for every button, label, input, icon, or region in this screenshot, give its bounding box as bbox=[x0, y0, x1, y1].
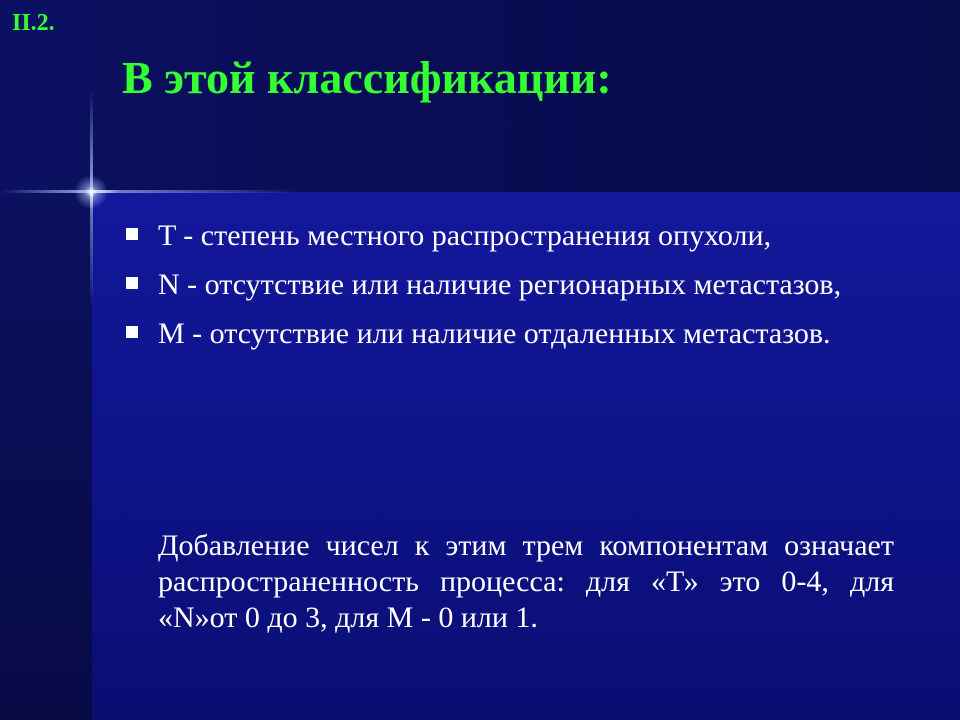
square-bullet-icon bbox=[126, 326, 138, 338]
summary-paragraph: Добавление чисел к этим трем компонентам означает распространенность процесса: для «Т» это 0-4, для «N»от 0 до 3, для M - 0 или 1. bbox=[158, 529, 894, 634]
background-left-strip bbox=[0, 192, 92, 720]
light-flare-icon bbox=[74, 175, 108, 209]
bullet-item-t bbox=[122, 218, 842, 254]
slide-number: II.2. bbox=[12, 10, 55, 36]
bullet-list bbox=[122, 218, 842, 365]
light-flare-horizontal bbox=[0, 190, 300, 193]
bullet-item-m bbox=[122, 316, 842, 352]
bullet-item-n bbox=[122, 267, 842, 303]
bullet-text: T - степень местного распространения опухоли, bbox=[158, 219, 772, 252]
square-bullet-icon bbox=[126, 277, 138, 289]
slide-title: В этой классификации: bbox=[122, 52, 612, 103]
bullet-text: N - отсутствие или наличие регионарных метастазов, bbox=[158, 268, 842, 301]
bullet-text: M - отсутствие или наличие отдаленных метастазов. bbox=[158, 317, 831, 350]
square-bullet-icon bbox=[126, 228, 138, 240]
